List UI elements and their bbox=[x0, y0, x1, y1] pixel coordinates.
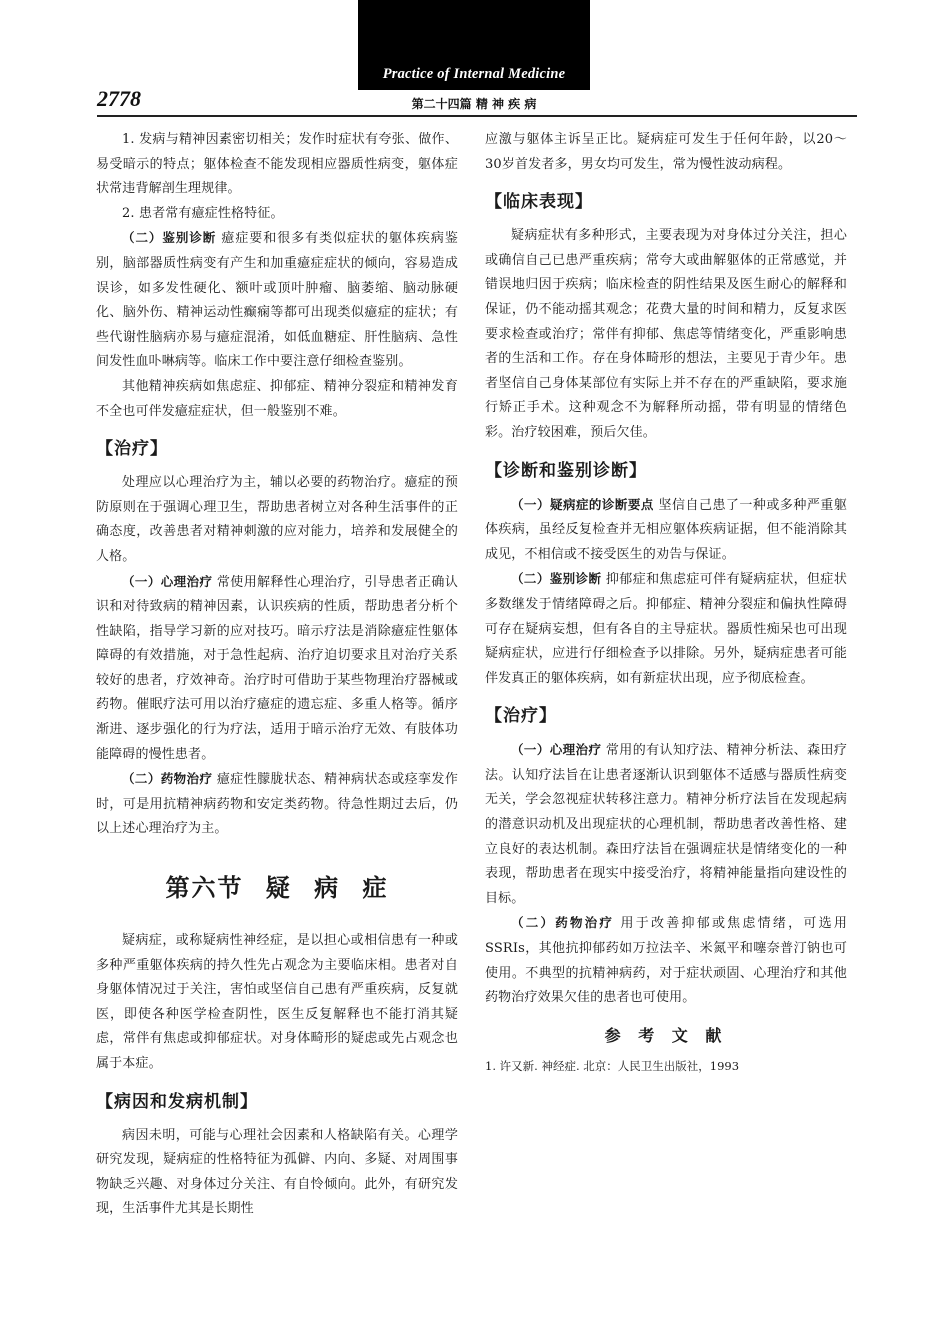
references-heading: 参 考 文 献 bbox=[604, 1025, 728, 1045]
paragraph: 疑病症状有多种形式，主要表现为对身体过分关注，担心或确信自己已患严重疾病；常夸大或曲解躯体的正常感觉，并错误地归因于疾病；临床检查的阴性结果及医生耐心的解释和保证，仍不能动摇其观念；花费大量的时间和精力，反复求医要求检查或治疗；常伴有抑郁、焦虑等情绪变化，严重影响患者的生活和工作。存在身体畸形的想法，主要见于青少年。患者坚信自己身体某部位有实际上并不存在的严重缺陷，要求施行矫正手术。这种观念不为解释所动摇，带有明显的情绪色彩。治疗较困难，预后欠佳。 bbox=[485, 228, 847, 440]
paragraph bbox=[485, 738, 847, 911]
subheading: （二）药物治疗 bbox=[511, 915, 615, 931]
paragraph bbox=[96, 226, 458, 375]
chapter-title: 第六节 疑 病 症 bbox=[165, 874, 389, 903]
paragraph bbox=[96, 767, 458, 842]
paragraph-text: 癔症要和很多有类似症状的躯体疾病鉴别，脑部器质性病变有产生和加重癔症症状的倾向，容易造成误诊，如多发性硬化、额叶或顶叶肿瘤、脑萎缩、脑动脉硬化、脑外伤、精神运动性癫痫等都可出现类似癔症的症状；有些代谢性脑病亦易与癔症混淆，如低血糖症、肝性脑病、急性间发性血卟啉病等。临床工作中要注意仔细检查鉴别。 bbox=[96, 231, 458, 370]
journal-banner bbox=[358, 0, 590, 90]
header-rule bbox=[97, 115, 857, 117]
paragraph: 2. 患者常有癔症性格特征。 bbox=[122, 205, 284, 221]
paragraph-text: 坚信自己患了一种或多种严重躯体疾病，虽经反复检查并无相应躯体疾病证据，但不能消除其成见，不相信或不接受医生的劝告与保证。 bbox=[485, 497, 847, 562]
paragraph-text: 癔症性朦胧状态、精神病状态或痉挛发作时，可是用抗精神病药物和安定类药物。待急性期过去后，仍以上述心理治疗为主。 bbox=[96, 772, 458, 837]
subheading: （一）心理治疗 bbox=[511, 742, 602, 758]
page-number: 2778 bbox=[97, 86, 141, 111]
paragraph: 处理应以心理治疗为主，辅以必要的药物治疗。癔症的预防原则在于强调心理卫生，帮助患者树立对各种生活事件的正确态度，改善患者对精神刺激的应对能力，培养和发展健全的人格。 bbox=[96, 475, 458, 564]
subheading: （二）鉴别诊断 bbox=[122, 230, 217, 246]
section-heading: 【诊断和鉴别诊断】 bbox=[485, 460, 647, 481]
paragraph: 疑病症，或称疑病性神经症，是以担心或相信患有一种或多种严重躯体疾病的持久性先占观念为主要临床相。患者对自身躯体情况过于关注，害怕或坚信自己患有严重疾病，反复就医，即使各种医学检查阴性，医生反复解释也不能打消其疑虑，常伴有焦虑或抑郁症状。对身体畸形的疑虑或先占观念也属于本症。 bbox=[96, 933, 458, 1071]
section-heading: 【治疗】 bbox=[96, 439, 168, 460]
paragraph: 其他精神疾病如焦虑症、抑郁症、精神分裂症和精神发育不全也可伴发癔症症状，但一般鉴别不难。 bbox=[96, 378, 458, 419]
journal-title: Practice of Internal Medicine bbox=[382, 66, 566, 82]
paragraph bbox=[485, 567, 847, 691]
left-column bbox=[96, 128, 458, 1222]
running-head: 第二十四篇 精 神 疾 病 bbox=[411, 97, 537, 111]
subheading: （二）鉴别诊断 bbox=[511, 571, 602, 587]
section-heading: 【病因和发病机制】 bbox=[96, 1091, 258, 1112]
paragraph: 1. 发病与精神因素密切相关；发作时症状有夸张、做作、易受暗示的特点；躯体检查不能发现相应器质性病变，躯体症状常违背解剖生理规律。 bbox=[96, 132, 458, 197]
paragraph bbox=[485, 493, 847, 568]
reference-item: 1. 许又新. 神经症. 北京：人民卫生出版社，1993 bbox=[485, 1058, 740, 1073]
section-heading: 【治疗】 bbox=[485, 706, 557, 727]
paragraph-text: 常用的有认知疗法、精神分析法、森田疗法。认知疗法旨在让患者逐渐认识到躯体不适感与器质性病变无关，学会忽视症状转移注意力。精神分析疗法旨在发现起病的潜意识动机及出现症状的心理机制，帮助患者改善性格、建立良好的表达机制。森田疗法旨在强调症状是情绪变化的一种表现，帮助患者在现实中接受治疗，将精神能量指向建设性的目标。 bbox=[485, 743, 847, 906]
paragraph: 应激与躯体主诉呈正比。疑病症可发生于任何年龄，以20～30岁首发者多，男女均可发生，常为慢性波动病程。 bbox=[485, 132, 847, 172]
paragraph-text: 抑郁症和焦虑症可伴有疑病症状，但症状多数继发于情绪障碍之后。抑郁症、精神分裂症和偏执性障碍可存在疑病妄想，但有各自的主导症状。器质性痴呆也可出现疑病症状，应进行仔细检查予以排除。另外，疑病症患者可能伴发真正的躯体疾病，如有新症状出现，应予彻底检查。 bbox=[485, 572, 847, 686]
paragraph: 病因未明，可能与心理社会因素和人格缺陷有关。心理学研究发现，疑病症的性格特征为孤僻、内向、多疑、对周围事物缺乏兴趣、对身体过分关注、有自怜倾向。此外，有研究发现，生活事件尤其是长期性 bbox=[96, 1127, 458, 1217]
paragraph bbox=[485, 911, 847, 1010]
subheading: （一）疑病症的诊断要点 bbox=[511, 496, 654, 512]
section-heading: 【临床表现】 bbox=[485, 192, 593, 213]
right-column bbox=[485, 128, 847, 1076]
subheading: （二）药物治疗 bbox=[122, 771, 213, 787]
subheading: （一）心理治疗 bbox=[122, 573, 213, 589]
paragraph-text: 用于改善抑郁或焦虑情绪，可选用SSRIs，其他抗抑郁药如万拉法辛、米氮平和噻奈普汀钠也可使用。不典型的抗精神病药，对于症状顽固、心理治疗和其他药物治疗效果欠佳的患者也可使用。 bbox=[485, 916, 847, 1006]
paragraph-text: 常使用解释性心理治疗，引导患者正确认识和对待致病的精神因素，认识疾病的性质，帮助患者分析个性缺陷，指导学习新的应对技巧。暗示疗法是消除癔症性躯体障碍的有效措施，对于急性起病、治疗迫切要求且对治疗关系较好的患者，疗效神奇。治疗时可借助于某些物理治疗器械或药物。催眠疗法可用以治疗癔症的遗忘症、多重人格等。循序渐进、逐步强化的行为疗法，适用于暗示治疗无效、有肢体功能障碍的慢性患者。 bbox=[96, 574, 458, 762]
paragraph bbox=[96, 570, 458, 768]
